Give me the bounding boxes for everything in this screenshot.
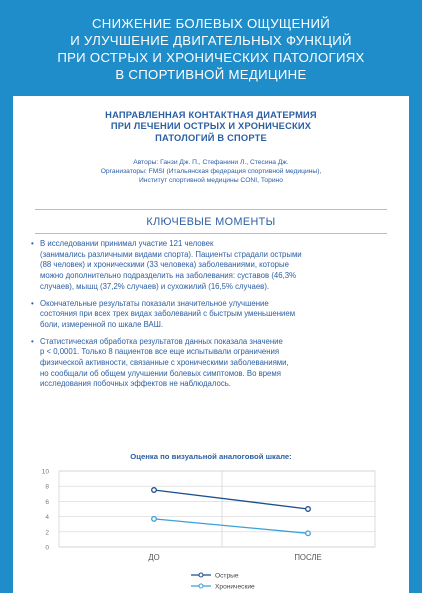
list-item [31, 239, 391, 293]
series-line [154, 490, 308, 509]
bullet-line: физической активности, связанные с хроническими заболеваниями, [40, 358, 289, 368]
subtitle-line: ПАТОЛОГИЙ В СПОРТЕ [155, 132, 267, 143]
series-line [154, 519, 308, 533]
bullet-line: боли, измеренной по шкале ВАШ. [40, 319, 164, 329]
legend-label: Хронические [215, 583, 255, 591]
bullet-line: можно дополнительно подразделить на заболевания: суставов (46,3% [40, 271, 297, 281]
bullet-line: Статистическая обработка результатов данных показала значение [40, 336, 283, 346]
title-line: И УЛУЧШЕНИЕ ДВИГАТЕЛЬНЫХ ФУНКЦИЙ [70, 33, 352, 48]
bullet-line: но сообщали об общем улучшении болевых симптомов. Во время [40, 368, 281, 378]
title-line: ПРИ ОСТРЫХ И ХРОНИЧЕСКИХ ПАТОЛОГИЯХ [57, 50, 365, 65]
data-point [152, 517, 157, 522]
y-tick-label: 10 [41, 468, 49, 476]
plot-frame [59, 471, 375, 547]
list-item [31, 337, 391, 391]
authors-line: Авторы: Ганзи Дж. П., Стефанини Л., Стесина Дж. [133, 159, 289, 166]
bullet-line: (занимались различными видами спорта). Пациенты страдали острыми [40, 249, 302, 259]
subtitle-line: НАПРАВЛЕННАЯ КОНТАКТНАЯ ДИАТЕРМИЯ [105, 110, 317, 120]
bullet-line: случаев), мышц (37,2% случаев) и сухожилий (16,5% случаев). [40, 281, 270, 291]
data-point [152, 488, 157, 493]
data-point [306, 531, 311, 536]
page-title [0, 15, 422, 83]
key-points-heading: КЛЮЧЕВЫЕ МОМЕНТЫ [146, 216, 276, 228]
y-tick-label: 4 [45, 514, 49, 522]
chart-title: Оценка по визуальной аналоговой шкале: [130, 452, 292, 461]
organizers-line: Институт спортивной медицины CONI, Торино [139, 176, 283, 184]
divider-top [35, 209, 387, 210]
bullet-line: p < 0,0001. Только 8 пациентов все еще испытывали ограничения [40, 347, 280, 357]
x-tick-label: ДО [148, 553, 160, 562]
y-tick-label: 0 [45, 544, 49, 552]
bullet-line: состояния при всех трех видах заболеваний с быстрым уменьшением [40, 309, 296, 319]
bullet-line: исследования побочных эффектов не наблюдалось. [40, 379, 231, 389]
subtitle-line: ПРИ ЛЕЧЕНИИ ОСТРЫХ И ХРОНИЧЕСКИХ [110, 121, 312, 132]
y-tick-label: 6 [45, 498, 49, 506]
bullet-line: (88 человек) и хроническими (33 человека) заболеваниями, которые [40, 260, 289, 270]
content-sheet [13, 96, 409, 593]
bullet-icon: • [31, 336, 34, 346]
bullet-icon: • [31, 239, 34, 248]
bullet-icon: • [31, 298, 34, 308]
bullet-line: Окончательные результаты показали значительное улучшение [40, 298, 269, 308]
legend-marker [199, 573, 203, 577]
header-banner [0, 0, 422, 110]
data-point [306, 507, 311, 512]
divider-bottom [35, 233, 387, 234]
legend-marker [199, 584, 203, 588]
y-tick-label: 2 [45, 529, 49, 537]
legend-label: Острые [215, 572, 239, 580]
article-subtitle [13, 110, 409, 144]
x-tick-label: ПОСЛЕ [294, 553, 322, 562]
list-item [31, 299, 391, 331]
authors-block [13, 159, 409, 185]
bullet-line: В исследовании принимал участие 121 человек [40, 239, 214, 248]
title-line: В СПОРТИВНОЙ МЕДИЦИНЕ [115, 67, 307, 82]
y-tick-label: 8 [45, 483, 49, 491]
vas-line-chart [13, 463, 409, 593]
key-points-list [31, 239, 391, 396]
title-line: СНИЖЕНИЕ БОЛЕВЫХ ОЩУЩЕНИЙ [91, 16, 331, 31]
organizers-line: Организаторы: FMSI (Итальянская федерация спортивной медицины), [100, 167, 322, 175]
